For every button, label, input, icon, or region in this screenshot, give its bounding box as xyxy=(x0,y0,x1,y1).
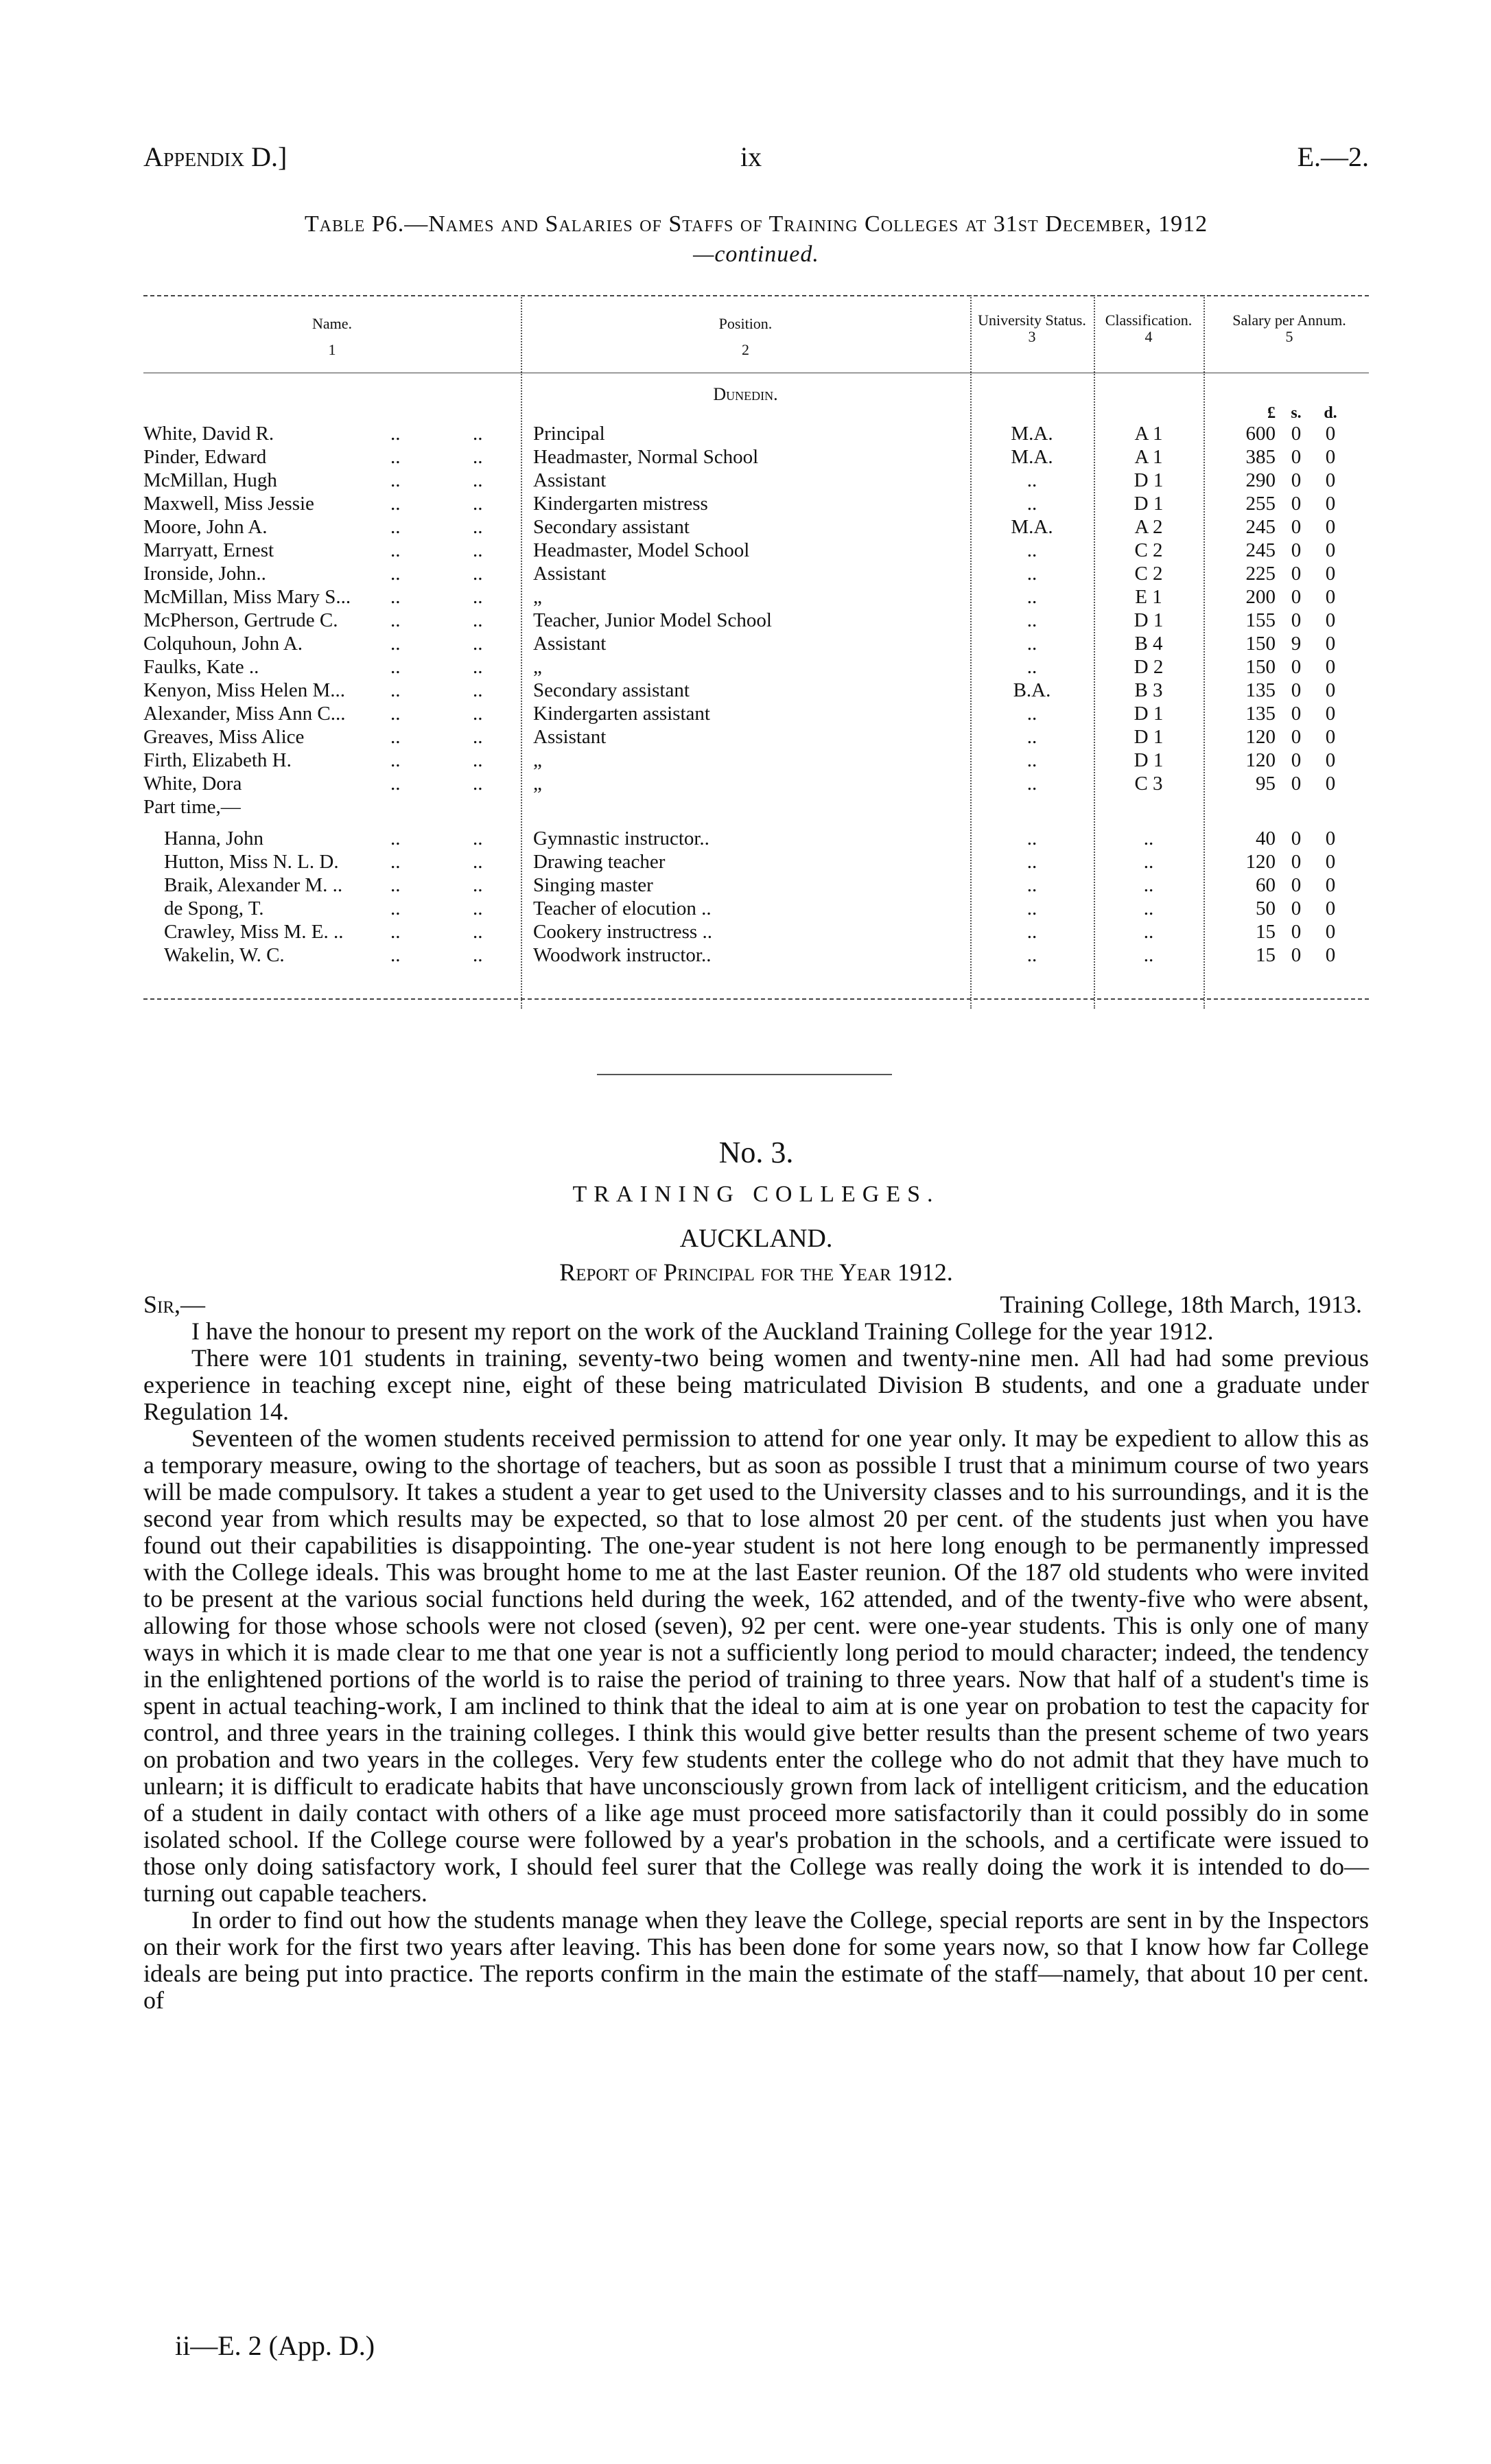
salary-pounds: 135 xyxy=(1245,703,1276,725)
table-row xyxy=(143,725,1369,749)
table-row xyxy=(143,655,1369,679)
table-row xyxy=(143,469,1369,492)
table-row xyxy=(143,772,1369,795)
salary-shillings: 0 xyxy=(1291,828,1302,849)
salary-shillings: 0 xyxy=(1291,423,1302,445)
report-subtitle: Report of Principal for the Year 1912. xyxy=(559,1258,953,1286)
salary-pounds: 600 xyxy=(1245,423,1276,445)
header-series: E.—2. xyxy=(1297,141,1369,172)
salary-pounds: 15 xyxy=(1256,944,1276,966)
leader-dots: .. xyxy=(473,726,483,748)
table-row xyxy=(143,702,1369,725)
classification: .. xyxy=(1143,921,1154,943)
leader-dots: .. xyxy=(473,679,483,701)
university-status: .. xyxy=(1026,539,1037,561)
table-row xyxy=(143,632,1369,655)
university-status: .. xyxy=(1026,609,1037,631)
leader-dots: .. xyxy=(390,516,401,538)
university-status: .. xyxy=(1026,656,1037,678)
table-row xyxy=(143,827,1369,850)
university-status: .. xyxy=(1026,493,1037,515)
leader-dots: .. xyxy=(390,921,401,943)
leader-dots: .. xyxy=(473,921,483,943)
university-status: .. xyxy=(1026,828,1037,849)
salary-pence: 0 xyxy=(1325,726,1336,748)
salutation-line xyxy=(143,1291,1369,1318)
salary-shillings: 0 xyxy=(1291,897,1302,919)
col-num: 1 xyxy=(328,341,336,358)
salutation: Sir,— xyxy=(143,1291,206,1318)
report-place: AUCKLAND. xyxy=(679,1224,833,1253)
salary-pounds: 95 xyxy=(1256,773,1276,795)
university-status: .. xyxy=(1026,944,1037,966)
dateline: Training College, 18th March, 1913. xyxy=(1000,1291,1362,1318)
leader-dots: .. xyxy=(390,726,401,748)
university-status: .. xyxy=(1026,586,1037,608)
university-status: M.A. xyxy=(1011,446,1053,468)
leader-dots: .. xyxy=(473,851,483,873)
classification: .. xyxy=(1143,851,1154,873)
part-time-label: Part time,— xyxy=(143,796,241,818)
staff-name: Kenyon, Miss Helen M... xyxy=(143,679,346,701)
table-row xyxy=(143,539,1369,562)
staff-name: Faulks, Kate .. xyxy=(143,656,259,678)
position: Gymnastic instructor.. xyxy=(533,828,709,849)
col-label: Position. xyxy=(718,315,773,332)
part-time-heading xyxy=(143,795,1369,819)
salary-pounds: 60 xyxy=(1256,874,1276,896)
salary-shillings: 0 xyxy=(1291,493,1302,515)
salary-pounds: 245 xyxy=(1245,539,1276,561)
position: „ xyxy=(533,656,542,678)
position: „ xyxy=(533,773,542,795)
leader-dots: .. xyxy=(473,493,483,515)
salary-shillings: 0 xyxy=(1291,446,1302,468)
university-status: .. xyxy=(1026,563,1037,585)
classification: D 2 xyxy=(1134,656,1164,678)
staff-name: Hutton, Miss N. L. D. xyxy=(164,851,339,873)
salary-shillings: 0 xyxy=(1291,749,1302,771)
position: Teacher of elocution .. xyxy=(533,897,712,919)
table-row xyxy=(143,850,1369,873)
salary-pounds: 245 xyxy=(1245,516,1276,538)
salary-pence: 0 xyxy=(1325,851,1336,873)
classification: A 1 xyxy=(1134,423,1163,445)
paragraph: Seventeen of the women students received permission to attend for one year only. It may be expedient to allow this as a temporary measure, owing to the shortage of teachers, but as soon as possible I trust that a minimum course of two years will be made compulsory. It takes a student a year to get used to the University classes and to his surroundings, and it is the second year from which results may be expected, so that to lose almost 20 per cent. of the students just when you have found out their capabilities is disappointing. The one-year student is not here long enough to be permanently impressed with the College ideals. This was brought home to me at the last Easter reunion. Of the 187 old students who were invited to be present at the various social functions held during the week, 162 attended, and of the twenty-five who were absent, allowing for those whose schools were not closed (seven), 92 per cent. were one-year students. This is only one of many ways in which it is made clear to me that one year is not a sufficiently long period to mould character; indeed, the tendency in the enlightened portions of the world is to raise the period of training to three years. Now that half of a student's time is spent in actual teaching-work, I am inclined to think that the ideal to aim at is one year on probation to test the capacity for control, and three years in the training colleges. I think this would give better results than the present scheme of two years on probation and two years in the colleges. Very few students enter the college who do not admit that they have much to unlearn; it is difficult to eradicate habits that have unconsciously grown from lack of intelligent criticism, and the education of a student in daily contact with others of a like age must proceed more satisfactorily than it could possibly do in some isolated school. If the College course were followed by a year's probation in the schools, and a certificate were issued to those only doing satisfactory work, I should feel surer that the College was really doing the work it is intended to do—turning out capable teachers. xyxy=(143,1424,1369,1907)
table-bottom-rule xyxy=(143,998,1369,1000)
salary-pence: 0 xyxy=(1325,469,1336,491)
staff-name: Crawley, Miss M. E. .. xyxy=(164,921,344,943)
salary-pence: 0 xyxy=(1325,897,1336,919)
leader-dots: .. xyxy=(473,703,483,725)
staff-name: Firth, Elizabeth H. xyxy=(143,749,292,771)
table-row xyxy=(143,920,1369,943)
col-label: Salary per Annum. xyxy=(1232,312,1346,329)
salary-shillings: 0 xyxy=(1291,586,1302,608)
position: Kindergarten mistress xyxy=(533,493,708,515)
col-num: 4 xyxy=(1144,328,1153,345)
classification: .. xyxy=(1143,944,1154,966)
university-status: .. xyxy=(1026,921,1037,943)
leader-dots: .. xyxy=(473,586,483,608)
leader-dots: .. xyxy=(390,423,401,445)
salary-shillings: 0 xyxy=(1291,874,1302,896)
salary-pounds: 120 xyxy=(1245,726,1276,748)
classification: B 3 xyxy=(1134,679,1163,701)
pounds-label: £ xyxy=(1267,404,1276,422)
position: Assistant xyxy=(533,633,607,655)
salary-pounds: 200 xyxy=(1245,586,1276,608)
salary-pence: 0 xyxy=(1325,773,1336,795)
table-row xyxy=(143,422,1369,445)
staff-name: Hanna, John xyxy=(164,828,263,849)
paragraph: I have the honour to present my report on the work of the Auckland Training College for the year 1912. xyxy=(191,1317,1214,1345)
position: Woodwork instructor.. xyxy=(533,944,712,966)
salary-pounds: 150 xyxy=(1245,633,1276,655)
position: Assistant xyxy=(533,563,607,585)
leader-dots: .. xyxy=(390,944,401,966)
leader-dots: .. xyxy=(390,749,401,771)
university-status: B.A. xyxy=(1013,679,1051,701)
header-appendix: Appendix D.] xyxy=(143,141,287,172)
currency-header xyxy=(143,401,1369,425)
leader-dots: .. xyxy=(390,703,401,725)
leader-dots: .. xyxy=(473,469,483,491)
table-continued: —continued. xyxy=(693,242,819,267)
col-header-status xyxy=(977,312,1087,345)
table-row xyxy=(143,679,1369,702)
staff-name: Maxwell, Miss Jessie xyxy=(143,493,314,515)
col-label: Name. xyxy=(312,315,353,332)
running-header xyxy=(143,141,1369,182)
staff-name: Braik, Alexander M. .. xyxy=(164,874,343,896)
leader-dots: .. xyxy=(390,897,401,919)
salary-pounds: 50 xyxy=(1256,897,1276,919)
table-row xyxy=(143,515,1369,539)
salary-pence: 0 xyxy=(1325,921,1336,943)
staff-name: Ironside, John.. xyxy=(143,563,266,585)
salary-pounds: 255 xyxy=(1245,493,1276,515)
table-row xyxy=(143,492,1369,515)
leader-dots: .. xyxy=(473,539,483,561)
col-header-position xyxy=(521,316,970,358)
classification: .. xyxy=(1143,897,1154,919)
leader-dots: .. xyxy=(473,749,483,771)
section-dunedin: Dunedin. xyxy=(713,384,778,404)
university-status: .. xyxy=(1026,703,1037,725)
classification: D 1 xyxy=(1134,749,1164,771)
report-heading: TRAINING COLLEGES. xyxy=(572,1182,940,1207)
salary-pence: 0 xyxy=(1325,516,1336,538)
salary-shillings: 0 xyxy=(1291,516,1302,538)
table-title-text: Table P6.—Names and Salaries of Staffs of Training Colleges at 31st December, 1912 xyxy=(304,211,1208,237)
col-label: Classification. xyxy=(1105,312,1193,329)
table-top-rule xyxy=(143,295,1369,296)
leader-dots: .. xyxy=(473,874,483,896)
salary-pounds: 15 xyxy=(1256,921,1276,943)
leader-dots: .. xyxy=(390,633,401,655)
staff-name: de Spong, T. xyxy=(164,897,264,919)
leader-dots: .. xyxy=(473,656,483,678)
leader-dots: .. xyxy=(390,493,401,515)
leader-dots: .. xyxy=(473,563,483,585)
col-num: 3 xyxy=(1028,328,1036,345)
leader-dots: .. xyxy=(390,828,401,849)
report xyxy=(143,1136,1369,2014)
classification: D 1 xyxy=(1134,469,1164,491)
col-num: 5 xyxy=(1285,328,1293,345)
staff-name: Wakelin, W. C. xyxy=(164,944,285,966)
leader-dots: .. xyxy=(390,874,401,896)
table-row xyxy=(143,749,1369,772)
university-status: .. xyxy=(1026,749,1037,771)
salary-pence: 0 xyxy=(1325,633,1336,655)
classification: D 1 xyxy=(1134,703,1164,725)
leader-dots: .. xyxy=(390,539,401,561)
classification: E 1 xyxy=(1135,586,1162,608)
leader-dots: .. xyxy=(390,679,401,701)
col-label: University Status. xyxy=(978,312,1086,329)
salary-pence: 0 xyxy=(1325,563,1336,585)
classification: A 1 xyxy=(1134,446,1163,468)
staff-name: White, David R. xyxy=(143,423,274,445)
table-row xyxy=(143,562,1369,585)
leader-dots: .. xyxy=(390,586,401,608)
footer-signature: ii—E. 2 (App. D.) xyxy=(175,2330,375,2361)
col-header-salary xyxy=(1210,312,1368,345)
staff-name: Greaves, Miss Alice xyxy=(143,726,305,748)
position: Kindergarten assistant xyxy=(533,703,710,725)
university-status: .. xyxy=(1026,773,1037,795)
salary-shillings: 0 xyxy=(1291,609,1302,631)
leader-dots: .. xyxy=(390,446,401,468)
salary-pence: 0 xyxy=(1325,446,1336,468)
leader-dots: .. xyxy=(473,897,483,919)
leader-dots: .. xyxy=(390,609,401,631)
university-status: .. xyxy=(1026,897,1037,919)
position: „ xyxy=(533,586,542,608)
position: Secondary assistant xyxy=(533,516,690,538)
leader-dots: .. xyxy=(390,469,401,491)
salary-shillings: 9 xyxy=(1291,633,1302,655)
position: Teacher, Junior Model School xyxy=(533,609,772,631)
classification: C 2 xyxy=(1134,563,1163,585)
salary-shillings: 0 xyxy=(1291,703,1302,725)
salary-pounds: 290 xyxy=(1245,469,1276,491)
salary-shillings: 0 xyxy=(1291,726,1302,748)
staff-name: White, Dora xyxy=(143,773,242,795)
classification: C 3 xyxy=(1134,773,1163,795)
col-header-name xyxy=(143,316,521,358)
leader-dots: .. xyxy=(473,446,483,468)
leader-dots: .. xyxy=(390,656,401,678)
salary-pence: 0 xyxy=(1325,493,1336,515)
salary-shillings: 0 xyxy=(1291,563,1302,585)
classification: D 1 xyxy=(1134,493,1164,515)
salary-pence: 0 xyxy=(1325,944,1336,966)
leader-dots: .. xyxy=(473,633,483,655)
university-status: .. xyxy=(1026,726,1037,748)
leader-dots: .. xyxy=(390,563,401,585)
staff-name: Colquhoun, John A. xyxy=(143,633,303,655)
leader-dots: .. xyxy=(473,944,483,966)
university-status: .. xyxy=(1026,874,1037,896)
staff-name: Moore, John A. xyxy=(143,516,268,538)
salary-pence: 0 xyxy=(1325,656,1336,678)
position: Cookery instructress .. xyxy=(533,921,712,943)
staff-name: Marryatt, Ernest xyxy=(143,539,274,561)
position: Drawing teacher xyxy=(533,851,666,873)
col-num: 2 xyxy=(742,341,749,358)
leader-dots: .. xyxy=(473,828,483,849)
classification: B 4 xyxy=(1134,633,1163,655)
salary-pounds: 135 xyxy=(1245,679,1276,701)
staff-name: McMillan, Miss Mary S... xyxy=(143,586,351,608)
salary-pence: 0 xyxy=(1325,749,1336,771)
table-row xyxy=(143,585,1369,609)
classification: .. xyxy=(1143,828,1154,849)
position: Headmaster, Normal School xyxy=(533,446,759,468)
position: Assistant xyxy=(533,726,607,748)
salary-pounds: 40 xyxy=(1256,828,1276,849)
university-status: M.A. xyxy=(1011,516,1053,538)
position: Assistant xyxy=(533,469,607,491)
report-number: No. 3. xyxy=(718,1136,794,1169)
salary-pence: 0 xyxy=(1325,703,1336,725)
salary-shillings: 0 xyxy=(1291,469,1302,491)
staff-name: McMillan, Hugh xyxy=(143,469,277,491)
position: Principal xyxy=(533,423,605,445)
leader-dots: .. xyxy=(473,773,483,795)
page-number: ix xyxy=(740,141,762,172)
salary-shillings: 0 xyxy=(1291,539,1302,561)
paragraph: There were 101 students in training, seventy-two being women and twenty-nine men. All had had some previous experience in teaching except nine, eight of these being matriculated Division B students, and one a graduate under Regulation 14. xyxy=(143,1344,1369,1425)
position: Secondary assistant xyxy=(533,679,690,701)
table-row xyxy=(143,445,1369,469)
shillings-label: s. xyxy=(1291,404,1302,422)
salary-shillings: 0 xyxy=(1291,656,1302,678)
table-row xyxy=(143,609,1369,632)
separator-rule xyxy=(597,1074,892,1075)
table-row xyxy=(143,897,1369,920)
table-row xyxy=(143,873,1369,897)
classification: D 1 xyxy=(1134,609,1164,631)
table-row xyxy=(143,943,1369,967)
salary-shillings: 0 xyxy=(1291,679,1302,701)
salary-pence: 0 xyxy=(1325,679,1336,701)
salary-shillings: 0 xyxy=(1291,921,1302,943)
classification: C 2 xyxy=(1134,539,1163,561)
leader-dots: .. xyxy=(473,516,483,538)
leader-dots: .. xyxy=(473,609,483,631)
salary-pence: 0 xyxy=(1325,586,1336,608)
salary-pounds: 120 xyxy=(1245,851,1276,873)
university-status: .. xyxy=(1026,851,1037,873)
salary-shillings: 0 xyxy=(1291,944,1302,966)
salary-pounds: 150 xyxy=(1245,656,1276,678)
leader-dots: .. xyxy=(390,851,401,873)
salary-pounds: 155 xyxy=(1245,609,1276,631)
university-status: .. xyxy=(1026,469,1037,491)
salary-shillings: 0 xyxy=(1291,773,1302,795)
university-status: .. xyxy=(1026,633,1037,655)
salary-pence: 0 xyxy=(1325,423,1336,445)
salary-pence: 0 xyxy=(1325,828,1336,849)
salary-pounds: 120 xyxy=(1245,749,1276,771)
position: Headmaster, Model School xyxy=(533,539,750,561)
classification: D 1 xyxy=(1134,726,1164,748)
salary-pence: 0 xyxy=(1325,539,1336,561)
staff-name: Alexander, Miss Ann C... xyxy=(143,703,346,725)
staff-name: Pinder, Edward xyxy=(143,446,267,468)
staff-name: McPherson, Gertrude C. xyxy=(143,609,338,631)
pence-label: d. xyxy=(1324,404,1337,422)
paragraph: In order to find out how the students manage when they leave the College, special reports are sent in by the Inspectors on their work for the first two years after leaving. This has been done for some years now, so that I know how far College ideals are being put into practice. The reports confirm in the main the estimate of the staff—namely, that about 10 per cent. of xyxy=(143,1906,1369,2014)
leader-dots: .. xyxy=(390,773,401,795)
col-header-class xyxy=(1101,312,1197,345)
salary-pounds: 225 xyxy=(1245,563,1276,585)
position: „ xyxy=(533,749,542,771)
salary-shillings: 0 xyxy=(1291,851,1302,873)
classification: A 2 xyxy=(1134,516,1163,538)
salary-pence: 0 xyxy=(1325,874,1336,896)
position: Singing master xyxy=(533,874,653,896)
salary-pence: 0 xyxy=(1325,609,1336,631)
university-status: M.A. xyxy=(1011,423,1053,445)
classification: .. xyxy=(1143,874,1154,896)
leader-dots: .. xyxy=(473,423,483,445)
table-title xyxy=(143,209,1369,270)
salary-pounds: 385 xyxy=(1245,446,1276,468)
